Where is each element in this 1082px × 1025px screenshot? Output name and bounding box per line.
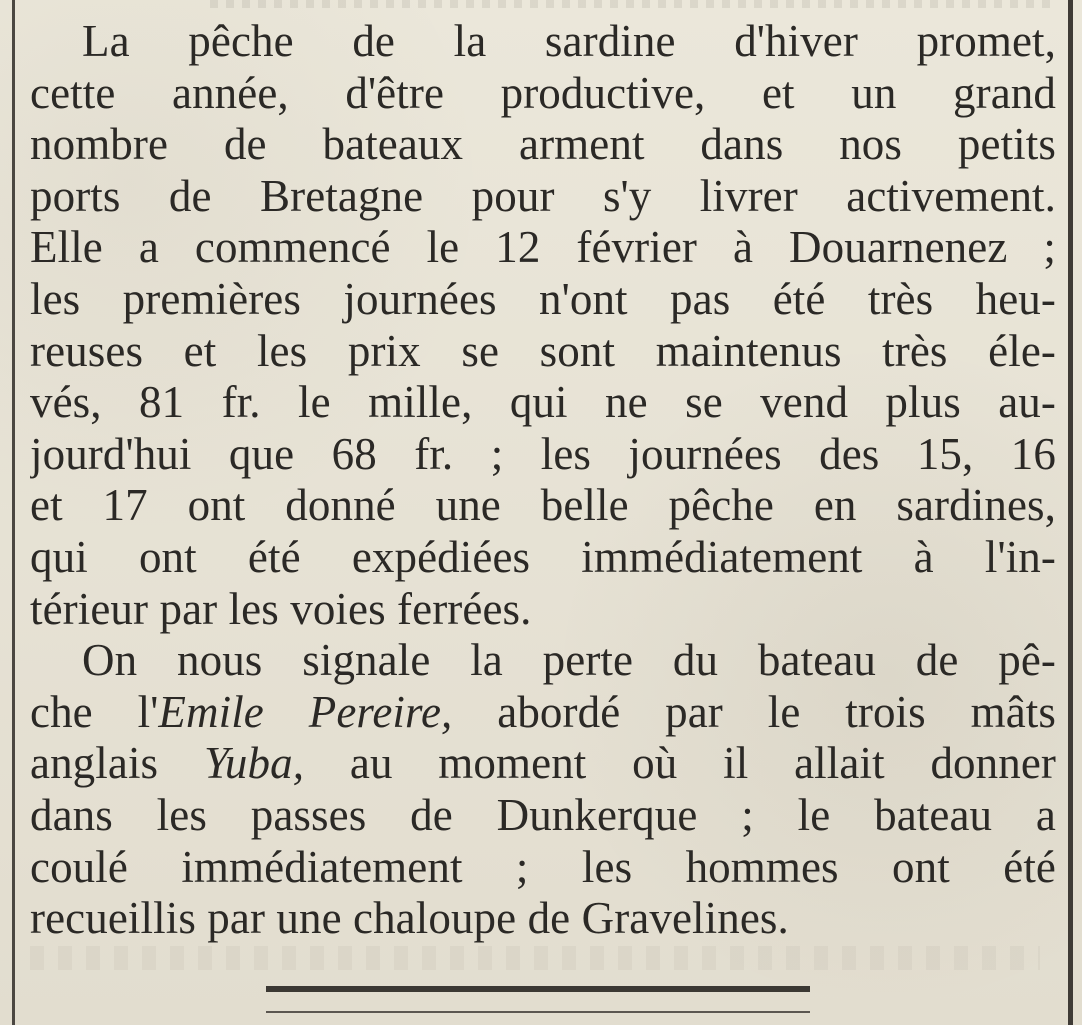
top-ghost-text (210, 0, 1050, 8)
line-15-prefix: anglais (30, 738, 204, 789)
article-line-17: coulé immédiatement ; les hommes ont été (30, 841, 1056, 892)
section-divider-thin (266, 1011, 810, 1013)
article-line-1: La pêche de la sardine d'hiver promet, (82, 16, 1056, 66)
article-line-13: On nous signale la perte du bateau de pê- (82, 635, 1056, 686)
ship-name-emile-pereire: Emile Pereire, (158, 686, 453, 737)
left-column-rule (12, 0, 15, 1025)
article-line-10: et 17 ont donné une belle pêche en sardines, (30, 480, 1056, 531)
article-line-15 (30, 738, 1056, 790)
article-line-8: vés, 81 fr. le mille, qui ne se vend plus au- (30, 377, 1056, 428)
article-line-3: nombre de bateaux arment dans nos petits (30, 119, 1056, 170)
news-article (30, 16, 1056, 946)
article-line-2: cette année, d'être productive, et un grand (30, 67, 1056, 118)
faded-bottom-text (30, 946, 1040, 970)
line-14-prefix: che l' (30, 686, 159, 737)
article-line-18: recueillis par une chaloupe de Gravelines. (30, 893, 789, 944)
right-column-rule (1068, 0, 1073, 1025)
section-divider-thick (266, 986, 810, 992)
line-15-suffix: au moment où il allait donner (304, 738, 1056, 789)
article-line-6: les premières journées n'ont pas été très heu- (30, 273, 1056, 324)
article-line-14 (30, 687, 1056, 739)
article-line-9: jourd'hui que 68 fr. ; les journées des 15, 16 (30, 428, 1056, 479)
article-line-4: ports de Bretagne pour s'y livrer activement. (30, 170, 1056, 221)
article-line-16: dans les passes de Dunkerque ; le bateau a (30, 789, 1056, 840)
line-14-suffix: abordé par le trois mâts (452, 686, 1056, 737)
article-line-12: térieur par les voies ferrées. (30, 583, 532, 634)
article-line-11: qui ont été expédiées immédiatement à l'in- (30, 531, 1056, 582)
article-line-7: reuses et les prix se sont maintenus très éle- (30, 325, 1056, 376)
article-line-5: Elle a commencé le 12 février à Douarnenez ; (30, 222, 1056, 273)
ship-name-yuba: Yuba, (203, 738, 305, 789)
